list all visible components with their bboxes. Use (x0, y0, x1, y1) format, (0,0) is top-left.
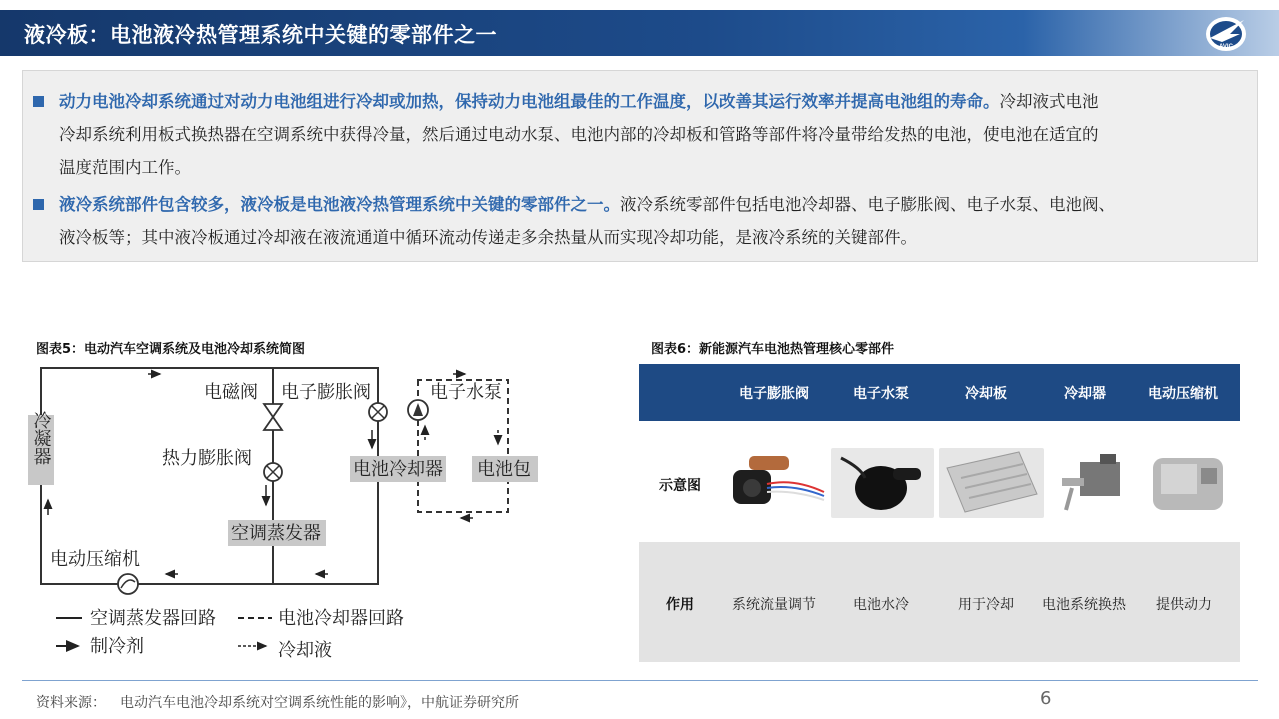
paragraph-2-line-1 (59, 188, 1259, 221)
paragraph-2-line-1-rest: 液冷系统零部件包括电池冷却器、电子膨胀阀、电子水泵、电池阀、 (620, 195, 1115, 214)
page-number: 6 (1040, 688, 1052, 709)
legend-coolant: 冷却液 (278, 640, 332, 661)
water-pump-label: 电子水泵 (430, 382, 502, 403)
source-text: 电动汽车电池冷却系统对空调系统性能的影响》，中航证券研究所 (120, 695, 519, 711)
solenoid-valve-icon (264, 404, 282, 430)
row-label-image: 示意图 (659, 478, 701, 494)
table-header-row (639, 364, 1240, 421)
chiller-image (1052, 448, 1142, 518)
avic-logo (1200, 12, 1252, 54)
condenser-label: 冷凝器 (30, 411, 52, 465)
legend-refrigerant: 制冷剂 (90, 636, 144, 657)
compressor-icon (118, 574, 138, 594)
water-pump-image (831, 448, 934, 518)
col-header-eev: 电子膨胀阀 (739, 386, 809, 402)
row-label-use: 作用 (666, 597, 694, 613)
col-header-chiller: 冷却器 (1064, 386, 1106, 402)
paragraph-1 (59, 85, 1259, 184)
footer-divider (22, 680, 1258, 681)
paragraph-2 (59, 188, 1259, 254)
paragraph-1-line-2: 冷却系统利用板式换热器在空调系统中获得冷量，然后通过电动水泵、电池内部的冷却板和管路等部件将冷量带给发热的电池，使电池在适宜的 (59, 125, 1099, 144)
title-bar (0, 10, 1279, 56)
use-pump: 电池水冷 (853, 597, 909, 613)
paragraph-2-highlight: 液冷系统部件包含较多，液冷板是电池液冷热管理系统中关键的零部件之一。 (59, 195, 620, 214)
figure6-caption: 图表6：新能源汽车电池热管理核心零部件 (651, 342, 895, 357)
chiller-label: 电池冷却器 (353, 459, 443, 480)
col-header-plate: 冷却板 (965, 386, 1007, 402)
cooling-plate-image (939, 448, 1044, 518)
eev-label: 电子膨胀阀 (281, 382, 371, 403)
bullet-square-icon (33, 199, 44, 210)
legend-evap-loop: 空调蒸发器回路 (90, 608, 216, 629)
eev-image (719, 448, 829, 518)
table-use-row (639, 542, 1240, 662)
bullet-square-icon (33, 96, 44, 107)
col-header-compressor: 电动压缩机 (1148, 386, 1218, 402)
use-chiller: 电池系统换热 (1042, 597, 1126, 613)
paragraph-1-line-3: 温度范围内工作。 (59, 158, 191, 177)
paragraph-2-line-2: 液冷板等；其中液冷板通过冷却液在液流通道中循环流动传递走多余热量从而实现冷却功能，是液冷系统的关键部件。 (59, 228, 917, 247)
use-compressor: 提供动力 (1156, 597, 1212, 613)
paragraph-1-highlight: 动力电池冷却系统通过对动力电池组进行冷却或加热，保持动力电池组最佳的工作温度，以改善其运行效率并提高电池组的寿命。 (59, 92, 1000, 111)
compressor-image (1145, 448, 1240, 518)
source-label: 资料来源： (36, 695, 106, 711)
thermal-valve-label: 热力膨胀阀 (162, 448, 252, 469)
solenoid-valve-label: 电磁阀 (204, 382, 258, 403)
col-header-pump: 电子水泵 (853, 386, 909, 402)
paragraph-1-line-1 (59, 85, 1259, 118)
battery-pack-label: 电池包 (477, 459, 531, 480)
legend-chiller-loop: 电池冷却器回路 (278, 608, 404, 629)
avic-logo-text: AVIC (1219, 44, 1233, 50)
source-note (36, 692, 519, 712)
evaporator-label: 空调蒸发器 (231, 523, 321, 544)
page-title: 液冷板：电池液冷热管理系统中关键的零部件之一 (24, 23, 497, 47)
paragraph-1-line-1-rest: 冷却液式电池 (999, 92, 1099, 111)
use-plate: 用于冷却 (958, 597, 1014, 613)
figure5-diagram (28, 360, 548, 670)
use-eev: 系统流量调节 (732, 597, 816, 613)
figure5-caption: 图表5：电动汽车空调系统及电池冷却系统简图 (36, 342, 306, 357)
compressor-label: 电动压缩机 (50, 549, 140, 570)
summary-box (22, 70, 1258, 262)
